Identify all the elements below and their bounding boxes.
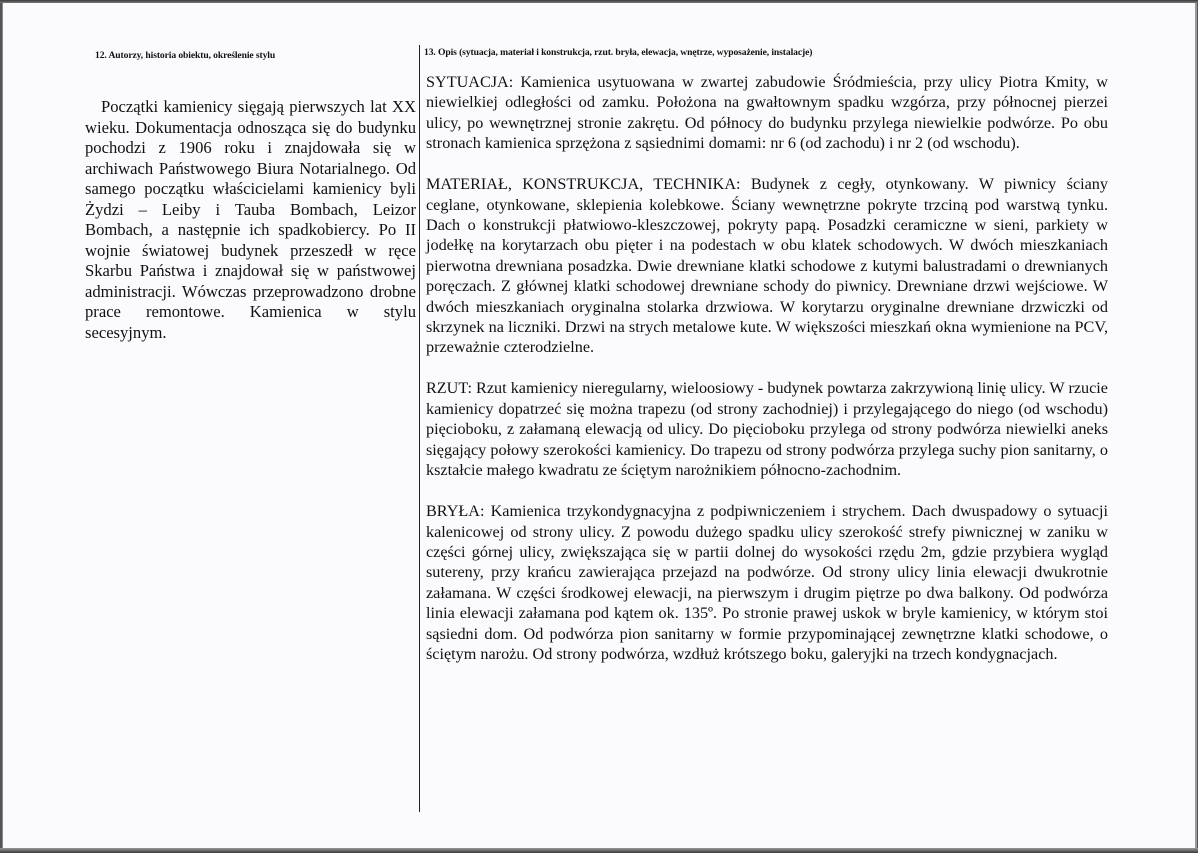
section-13-heading: 13. Opis (sytuacja, materiał i konstrukcja, rzut. bryła, elewacja, wnętrze, wyposażenie, instalacje) (424, 47, 813, 58)
situation-paragraph: SYTUACJA: Kamienica usytuowana w zwartej zabudowie Śródmieścia, przy ulicy Piotra Kmity, w niewielkiej odległości od zamku. Położona na gwałtownym spadku wzgórza, przy północnej pierzei ulicy, po wewnętrznej stronie zakrętu. Od północy do budynku przylega niewielkie podwórze. Po obu stronach kamienica sprzężona z sąsiednimi domami: nr 6 (od zachodu) i nr 2 (od wschodu). (426, 73, 1108, 153)
floor-plan-paragraph: RZUT: Rzut kamienicy nieregularny, wieloosiowy - budynek powtarza zakrzywioną linię ulicy. W rzucie kamienicy dopatrzeć się można trapezu (od strony zachodniej) i przylegającego do niego (od wschodu) pięcioboku, z załamaną elewacją od ulicy. Do pięcioboku przylega od strony podwórza niewielki aneks sięgający połowy szerokości kamienicy. Do trapezu od strony podwórza przylega suchy pion sanitarny, o kształcie małego kwadratu ze ściętym narożnikiem północno-zachodnim. (426, 379, 1108, 480)
history-column (85, 97, 416, 343)
description-column (426, 72, 1108, 685)
section-12-heading: 12. Autorzy, historia obiektu, określenie stylu (95, 50, 276, 61)
document-page (2, 3, 1197, 848)
column-divider (419, 45, 420, 812)
scan-bottom-edge (0, 848, 1198, 853)
material-construction-paragraph: MATERIAŁ, KONSTRUKCJA, TECHNIKA: Budynek z cegły, otynkowany. W piwnicy ściany ceglane, otynkowane, sklepienia kolebkowe. Ściany wewnętrzne pokryte trzciną pod warstwą tynku. Dach o konstrukcji płatwiowo-kleszczowej, pokryty papą. Posadzki ceramiczne w sieni, parkiety w jodełkę na korytarzach obu pięter i na podestach w obu klatek schodowych. W dwóch mieszkaniach pierwotna drewniana posadzka. Dwie drewniane klatki schodowe z kutymi balustradami o drewnianych poręczach. Z głównej klatki schodowej drewniane schody do piwnicy. Drewniane drzwi wejściowe. W dwóch mieszkaniach oryginalna stolarka drzwiowa. W korytarzu oryginalne drewniane drzwiczki od skrzynek na liczniki. Drzwi na strych metalowe kute. W większości mieszkań okna wymienione na PCV, przeważnie czterodzielne. (426, 175, 1108, 357)
history-paragraph: Początki kamienicy sięgają pierwszych lat XX wieku. Dokumentacja odnosząca się do budynku pochodzi z 1906 roku i znajdowała się w archiwach Państwowego Biura Notarialnego. Od samego początku właścicielami kamienicy byli Żydzi – Leiby i Tauba Bombach, Leizor Bombach, a następnie ich spadkobiercy. Po II wojnie światowej budynek przeszedł w ręce Skarbu Państwa i znajdował się w państwowej administracji. Wówczas przeprowadzono drobne prace remontowe. Kamienica w stylu secesyjnym. (85, 97, 416, 342)
building-mass-paragraph: BRYŁA: Kamienica trzykondygnacyjna z podpiwniczeniem i strychem. Dach dwuspadowy o sytuacji kalenicowej od strony ulicy. Z powodu dużego spadku ulicy szerokość strefy piwnicznej w zaniku w części górnej ulicy, zwiększająca się w partii dolnej do wysokości rzędu 2m, gdzie przybiera wygląd sutereny, przy krańcu zawierająca przejazd na podwórze. Od strony ulicy linia elewacji dwukrotnie załamana. W części środkowej elewacji, na pierwszym i drugim piętrze po dwa balkony. Od podwórza linia elewacji załamana pod kątem ok. 135º. Po stronie prawej uskok w bryle kamienicy, w którym stoi sąsiedni dom. Od podwórza pion sanitarny w formie przypominającej zewnętrzne klatki schodowe, o ściętym narożu. Od strony podwórza, wzdłuż krótszego boku, galeryjki na trzech kondygnacjach. (426, 502, 1108, 663)
